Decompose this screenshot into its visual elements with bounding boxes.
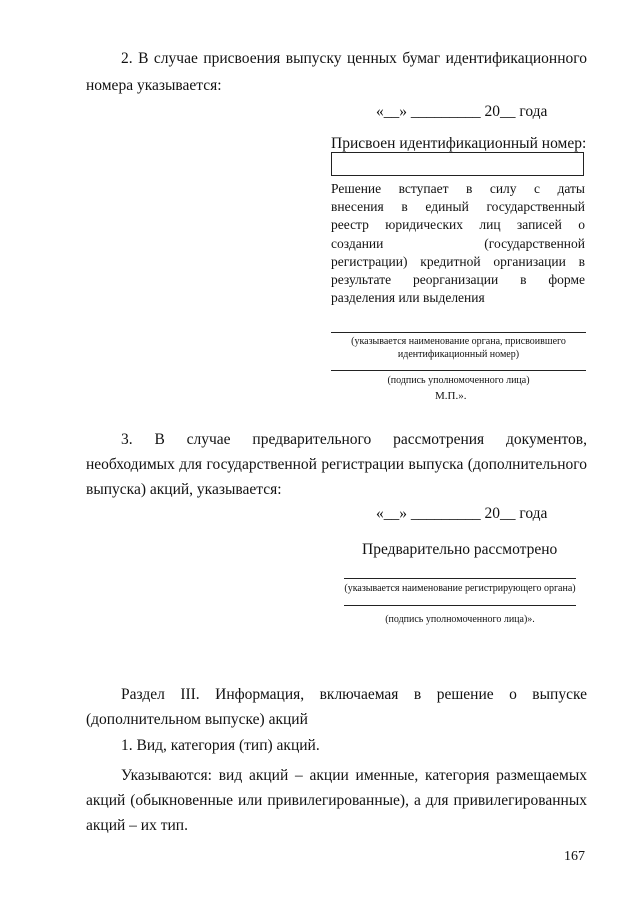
section2-line1: 2. В случае присвоения выпуску ценных бумаг идентификационного [121, 50, 587, 67]
part3-text-line2: акций (обыкновенные или привилегированные), а для привилегированных [86, 792, 587, 809]
signature-line-2 [344, 605, 576, 606]
decision-line: регистрации) кредитной организации в [331, 253, 585, 269]
registering-org-caption: (указывается наименование регистрирующего органа) [344, 583, 576, 594]
part3-text-line3: акций – их тип. [86, 817, 188, 834]
decision-line: разделения или выделения [331, 290, 485, 306]
section2-date-line: «__» _________ 20__ года [376, 103, 548, 120]
decision-line: создании (государственной [331, 235, 585, 251]
part3-item1: 1. Вид, категория (тип) акций. [121, 737, 320, 754]
section3-line1: 3. В случае предварительного рассмотрения документов, [121, 431, 587, 448]
section3-line2: необходимых для государственной регистрации выпуска (дополнительного [86, 456, 587, 473]
registering-org-line [344, 578, 576, 579]
decision-line: результате реорганизации в форме [331, 272, 585, 288]
stamp-label: М.П.». [435, 390, 467, 402]
org-caption-2: идентификационный номер) [397, 349, 520, 360]
preliminary-review-label: Предварительно рассмотрено [362, 541, 558, 558]
part3-text-line1: Указываются: вид акций – акции именные, категория размещаемых [121, 767, 587, 784]
assigned-number-label: Присвоен идентификационный номер: [331, 135, 587, 152]
decision-line: Решение вступает в силу с даты [331, 181, 585, 196]
decision-text [331, 180, 585, 307]
section3-date-line: «__» _________ 20__ года [376, 505, 548, 522]
part3-heading-line2: (дополнительном выпуске) акций [86, 711, 308, 728]
signature-line [331, 370, 586, 371]
identification-number-box [331, 152, 584, 176]
section2-line2: номера указывается: [86, 77, 222, 94]
signature-caption-2: (подпись уполномоченного лица)». [385, 614, 535, 625]
page-number: 167 [564, 849, 585, 864]
signature-caption: (подпись уполномоченного лица) [387, 375, 530, 386]
org-signature-line [331, 332, 586, 333]
section3-line3: выпуска) акций, указывается: [86, 481, 282, 498]
decision-line: внесения в единый государственный [331, 199, 585, 215]
part3-heading-line1: Раздел III. Информация, включаемая в решение о выпуске [121, 686, 587, 703]
org-caption-1: (указывается наименование органа, присвоившего [351, 336, 566, 347]
decision-line: реестр юридических лиц записей о [331, 217, 585, 233]
